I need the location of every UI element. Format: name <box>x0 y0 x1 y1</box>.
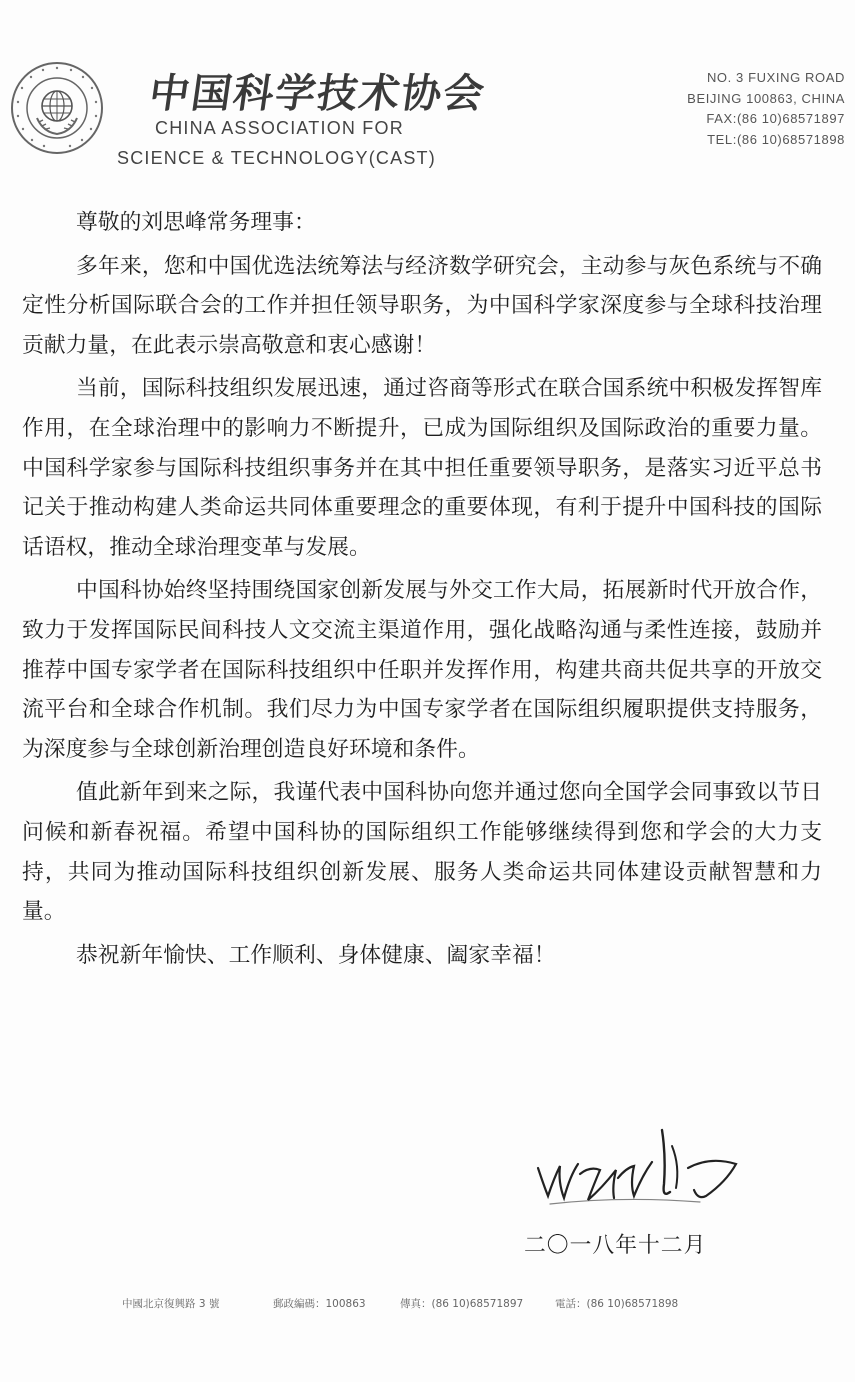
org-name-english-line1: CHINA ASSOCIATION FOR <box>155 118 404 138</box>
salutation: 尊敬的刘思峰常务理事： <box>76 210 316 235</box>
paragraph-4: 值此新年到来之际，我谨代表中国科协向您并通过您向全国学会同事致以节日问候和新春祝福。希望中国科协的国际组织工作能够继续得到您和学会的大力支持，共同为推动国际科技组织创新发展、服务人类命运共同体建设贡献智慧和力量。 <box>22 780 822 925</box>
paragraph-2: 当前，国际科技组织发展迅速，通过咨商等形式在联合国系统中积极发挥智库作用，在全球治理中的影响力不断提升，已成为国际组织及国际政治的重要力量。中国科学家参与国际科技组织事务并在其中担任重要领导职务，是落实习近平总书记关于推动构建人类命运共同体重要理念的重要体现，有利于提升中国科技的国际话语权，推动全球治理变革与发展。 <box>22 376 822 560</box>
footer-postcode: 郵政編碼：100863 <box>273 1298 366 1310</box>
cast-seal-logo <box>9 60 105 156</box>
footer-fax: 傳真：(86 10)68571897 <box>400 1298 524 1310</box>
paragraph-3: 中国科协始终坚持围绕国家创新发展与外交工作大局，拓展新时代开放合作，致力于发挥国际民间科技人文交流主渠道作用，强化战略沟通与柔性连接，鼓励并推荐中国专家学者在国际科技组织中任职并发挥作用，构建共商共促共享的开放交流平台和全球合作机制。我们尽力为中国专家学者在国际组织履职提供支持服务，为深度参与全球创新治理创造良好环境和条件。 <box>22 578 822 762</box>
fax-line: FAX:(86 10)68571897 <box>706 111 845 126</box>
letter-date: 二〇一八年十二月 <box>524 1233 707 1258</box>
letter-body <box>22 203 822 975</box>
org-name-english-line2: SCIENCE & TECHNOLOGY(CAST) <box>117 148 436 168</box>
letterhead-address <box>687 68 845 150</box>
footer-tel: 電話：(86 10)68571898 <box>555 1298 679 1310</box>
footer-address: 中國北京復興路 3 號 <box>122 1298 220 1310</box>
address-line: BEIJING 100863, CHINA <box>687 90 845 106</box>
handwritten-signature <box>530 1126 750 1221</box>
paragraph-1: 多年来，您和中国优选法统筹法与经济数学研究会，主动参与灰色系统与不确定性分析国际联合会的工作并担任领导职务，为中国科学家深度参与全球科技治理贡献力量，在此表示崇高敬意和衷心感谢！ <box>22 253 822 358</box>
org-name-chinese: 中国科学技术协会 <box>146 70 489 117</box>
closing-wishes: 恭祝新年愉快、工作顺利、身体健康、阖家幸福！ <box>76 942 556 968</box>
tel-line: TEL:(86 10)68571898 <box>707 131 845 147</box>
address-line: NO. 3 FUXING ROAD <box>706 70 845 85</box>
